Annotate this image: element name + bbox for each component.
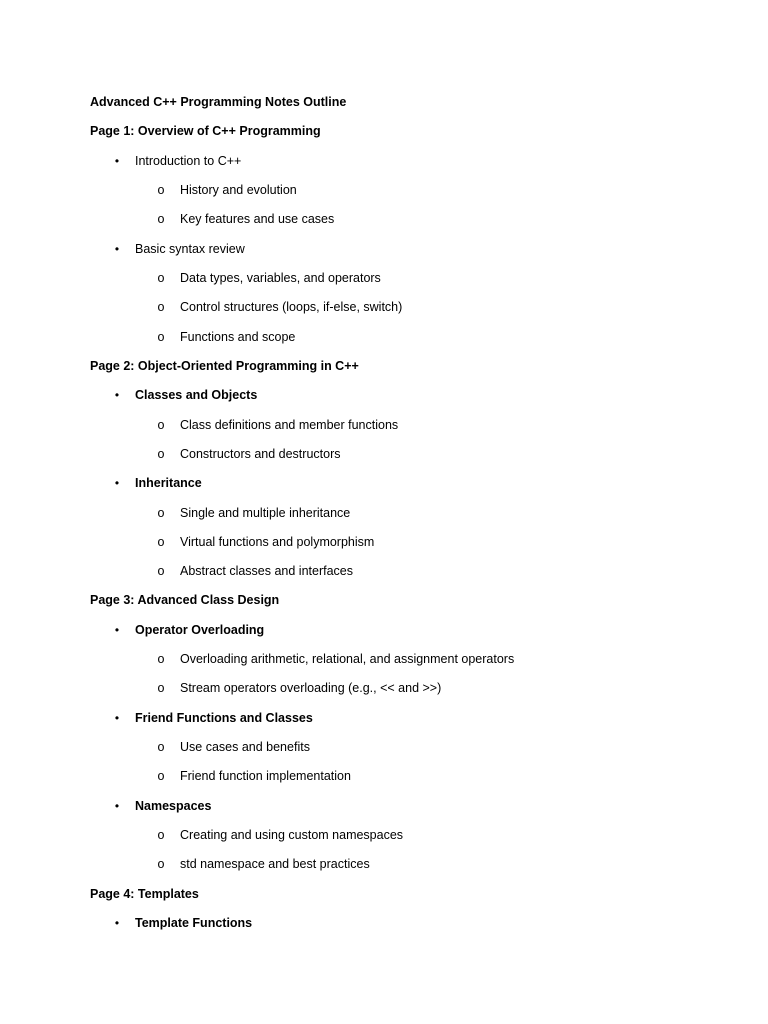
sub-bullet-icon: o xyxy=(157,417,165,432)
sub-bullet-icon: o xyxy=(157,857,165,872)
bullet-icon: • xyxy=(114,916,120,930)
list-item-label: Inheritance xyxy=(135,476,202,491)
sub-list-item-label: Overloading arithmetic, relational, and assignment operators xyxy=(180,652,515,667)
section-heading: Page 4: Templates xyxy=(90,886,199,901)
sub-bullet-icon: o xyxy=(157,652,165,667)
sub-list-item-label: Friend function implementation xyxy=(180,769,351,784)
list-item-label: Friend Functions and Classes xyxy=(135,710,313,725)
sub-list-item-label: Class definitions and member functions xyxy=(180,417,399,432)
sub-bullet-icon: o xyxy=(157,740,165,754)
sub-bullet-icon: o xyxy=(157,329,165,344)
list-item-label: Template Functions xyxy=(135,916,253,930)
sub-bullet-icon: o xyxy=(157,828,165,842)
bullet-icon: • xyxy=(114,710,120,725)
section-heading: Page 2: Object-Oriented Programming in C++ xyxy=(90,358,359,373)
sub-bullet-icon: o xyxy=(157,212,165,227)
list-item-label: Namespaces xyxy=(135,798,212,813)
document-title: Advanced C++ Programming Notes Outline xyxy=(90,95,347,109)
sub-list-item-label: Single and multiple inheritance xyxy=(180,505,351,520)
bullet-icon: • xyxy=(114,241,120,256)
bullet-icon: • xyxy=(114,476,120,491)
list-item-label: Operator Overloading xyxy=(135,622,265,637)
sub-bullet-icon: o xyxy=(157,270,165,285)
sub-list-item-label: Constructors and destructors xyxy=(180,446,341,461)
bullet-icon: • xyxy=(114,153,120,168)
sub-list-item-label: History and evolution xyxy=(180,183,297,197)
sub-bullet-icon: o xyxy=(157,681,165,696)
bullet-icon: • xyxy=(114,388,120,403)
list-item-label: Basic syntax review xyxy=(135,241,245,256)
sub-list-item-label: Creating and using custom namespaces xyxy=(180,828,404,842)
sub-bullet-icon: o xyxy=(157,505,165,520)
section-heading: Page 3: Advanced Class Design xyxy=(90,593,280,608)
bullet-icon: • xyxy=(114,622,120,637)
list-item-label: Introduction to C++ xyxy=(135,153,242,168)
sub-list-item-label: Abstract classes and interfaces xyxy=(180,564,353,579)
sub-list-item-label: std namespace and best practices xyxy=(180,857,370,872)
sub-list-item-label: Functions and scope xyxy=(180,329,296,344)
sub-bullet-icon: o xyxy=(157,446,165,461)
section-heading: Page 1: Overview of C++ Programming xyxy=(90,124,321,139)
sub-bullet-icon: o xyxy=(157,183,165,197)
sub-list-item-label: Use cases and benefits xyxy=(180,740,310,754)
sub-list-item-label: Control structures (loops, if-else, switch) xyxy=(180,300,403,315)
sub-bullet-icon: o xyxy=(157,534,165,549)
list-item-label: Classes and Objects xyxy=(135,388,258,403)
sub-list-item-label: Virtual functions and polymorphism xyxy=(180,534,375,549)
sub-list-item-label: Key features and use cases xyxy=(180,212,335,227)
bullet-icon: • xyxy=(114,798,120,813)
sub-bullet-icon: o xyxy=(157,564,165,579)
sub-list-item-label: Data types, variables, and operators xyxy=(180,270,381,285)
sub-list-item-label: Stream operators overloading (e.g., << and >>) xyxy=(180,681,442,696)
sub-bullet-icon: o xyxy=(157,300,165,315)
sub-bullet-icon: o xyxy=(157,769,165,784)
